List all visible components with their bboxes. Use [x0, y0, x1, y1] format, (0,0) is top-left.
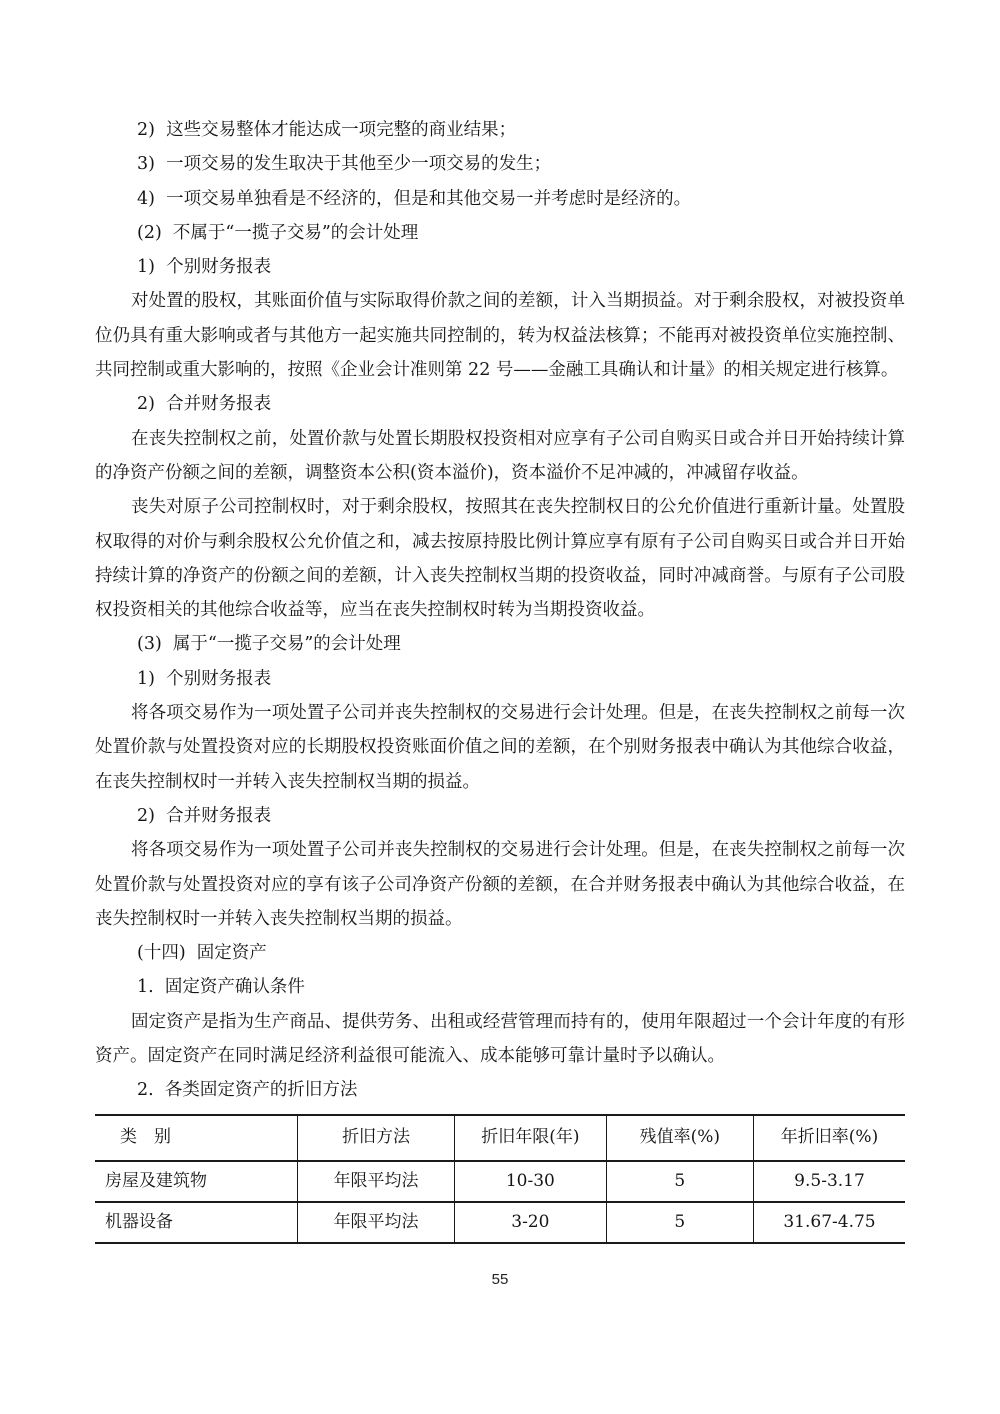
document-body	[95, 113, 905, 1297]
paragraph: 丧失对原子公司控制权时，对于剩余股权，按照其在丧失控制权日的公允价值进行重新计量。处置股权取得的对价与剩余股权公允价值之和，减去按原持股比例计算应享有原有子公司自购买日或合并日开始持续计算的净资产的份额之间的差额，计入丧失控制权当期的投资收益，同时冲减商誉。与原有子公司股权投资相关的其他综合收益等，应当在丧失控制权时转为当期投资收益。	[95, 497, 905, 621]
numbered-item: 3) 一项交易的发生取决于其他至少一项交易的发生；	[137, 154, 552, 175]
table-cell: 5	[606, 1202, 753, 1243]
table-cell: 9.5-3.17	[754, 1161, 906, 1202]
page-number: 55	[491, 1270, 509, 1288]
sub-section-heading: (3) 属于“一揽子交易”的会计处理	[137, 634, 401, 655]
depreciation-table	[95, 1114, 905, 1244]
table-row	[95, 1161, 905, 1202]
sub-item-heading: 2) 合并财务报表	[137, 394, 272, 415]
table-cell: 3-20	[455, 1202, 606, 1243]
table-cell: 年限平均法	[298, 1202, 455, 1243]
table-header-years: 折旧年限(年)	[455, 1115, 606, 1161]
sub-item-heading: 1) 个别财务报表	[137, 668, 272, 689]
section-heading: (十四) 固定资产	[137, 943, 267, 964]
paragraph: 将各项交易作为一项处置子公司并丧失控制权的交易进行会计处理。但是，在丧失控制权之前每一次处置价款与处置投资对应的长期股权投资账面价值之间的差额，在个别财务报表中确认为其他综合收益，在丧失控制权时一并转入丧失控制权当期的损益。	[95, 703, 905, 792]
numbered-heading: 1. 固定资产确认条件	[137, 977, 305, 998]
table-cell: 10-30	[455, 1161, 606, 1202]
sub-item-heading: 1) 个别财务报表	[137, 257, 272, 278]
table-header-residual-rate: 残值率(%)	[606, 1115, 753, 1161]
paragraph: 在丧失控制权之前，处置价款与处置长期股权投资相对应享有子公司自购买日或合并日开始持续计算的净资产份额之间的差额，调整资本公积(资本溢价)，资本溢价不足冲减的，冲减留存收益。	[95, 428, 905, 483]
table-cell: 年限平均法	[298, 1161, 455, 1202]
table-header-method: 折旧方法	[298, 1115, 455, 1161]
table-cell: 5	[606, 1161, 753, 1202]
sub-section-heading: (2) 不属于“一揽子交易”的会计处理	[137, 222, 419, 243]
numbered-item: 4) 一项交易单独看是不经济的，但是和其他交易一并考虑时是经济的。	[137, 188, 692, 209]
table-header-annual-rate: 年折旧率(%)	[754, 1115, 906, 1161]
table-header-row	[95, 1115, 905, 1161]
table-cell: 31.67-4.75	[754, 1202, 906, 1243]
table-cell: 机器设备	[105, 1211, 173, 1232]
sub-item-heading: 2) 合并财务报表	[137, 805, 272, 826]
numbered-item: 2) 这些交易整体才能达成一项完整的商业结果；	[137, 120, 517, 140]
table-cell: 房屋及建筑物	[105, 1170, 207, 1191]
paragraph: 将各项交易作为一项处置子公司并丧失控制权的交易进行会计处理。但是，在丧失控制权之前每一次处置价款与处置投资对应的享有该子公司净资产份额的差额，在合并财务报表中确认为其他综合收益，在丧失控制权时一并转入丧失控制权当期的损益。	[95, 840, 905, 929]
table-row	[95, 1202, 905, 1243]
paragraph: 固定资产是指为生产商品、提供劳务、出租或经营管理而持有的，使用年限超过一个会计年度的有形资产。固定资产在同时满足经济利益很可能流入、成本能够可靠计量时予以确认。	[95, 1011, 905, 1067]
numbered-heading: 2. 各类固定资产的折旧方法	[137, 1080, 358, 1101]
paragraph: 对处置的股权，其账面价值与实际取得价款之间的差额，计入当期损益。对于剩余股权，对被投资单位仍具有重大影响或者与其他方一起实施共同控制的，转为权益法核算；不能再对被投资单位实施控制、共同控制或重大影响的，按照《企业会计准则第 22 号——金融工具确认和计量》的相关规定进行核算。	[95, 291, 905, 381]
table-header-category: 类 别	[120, 1127, 171, 1148]
